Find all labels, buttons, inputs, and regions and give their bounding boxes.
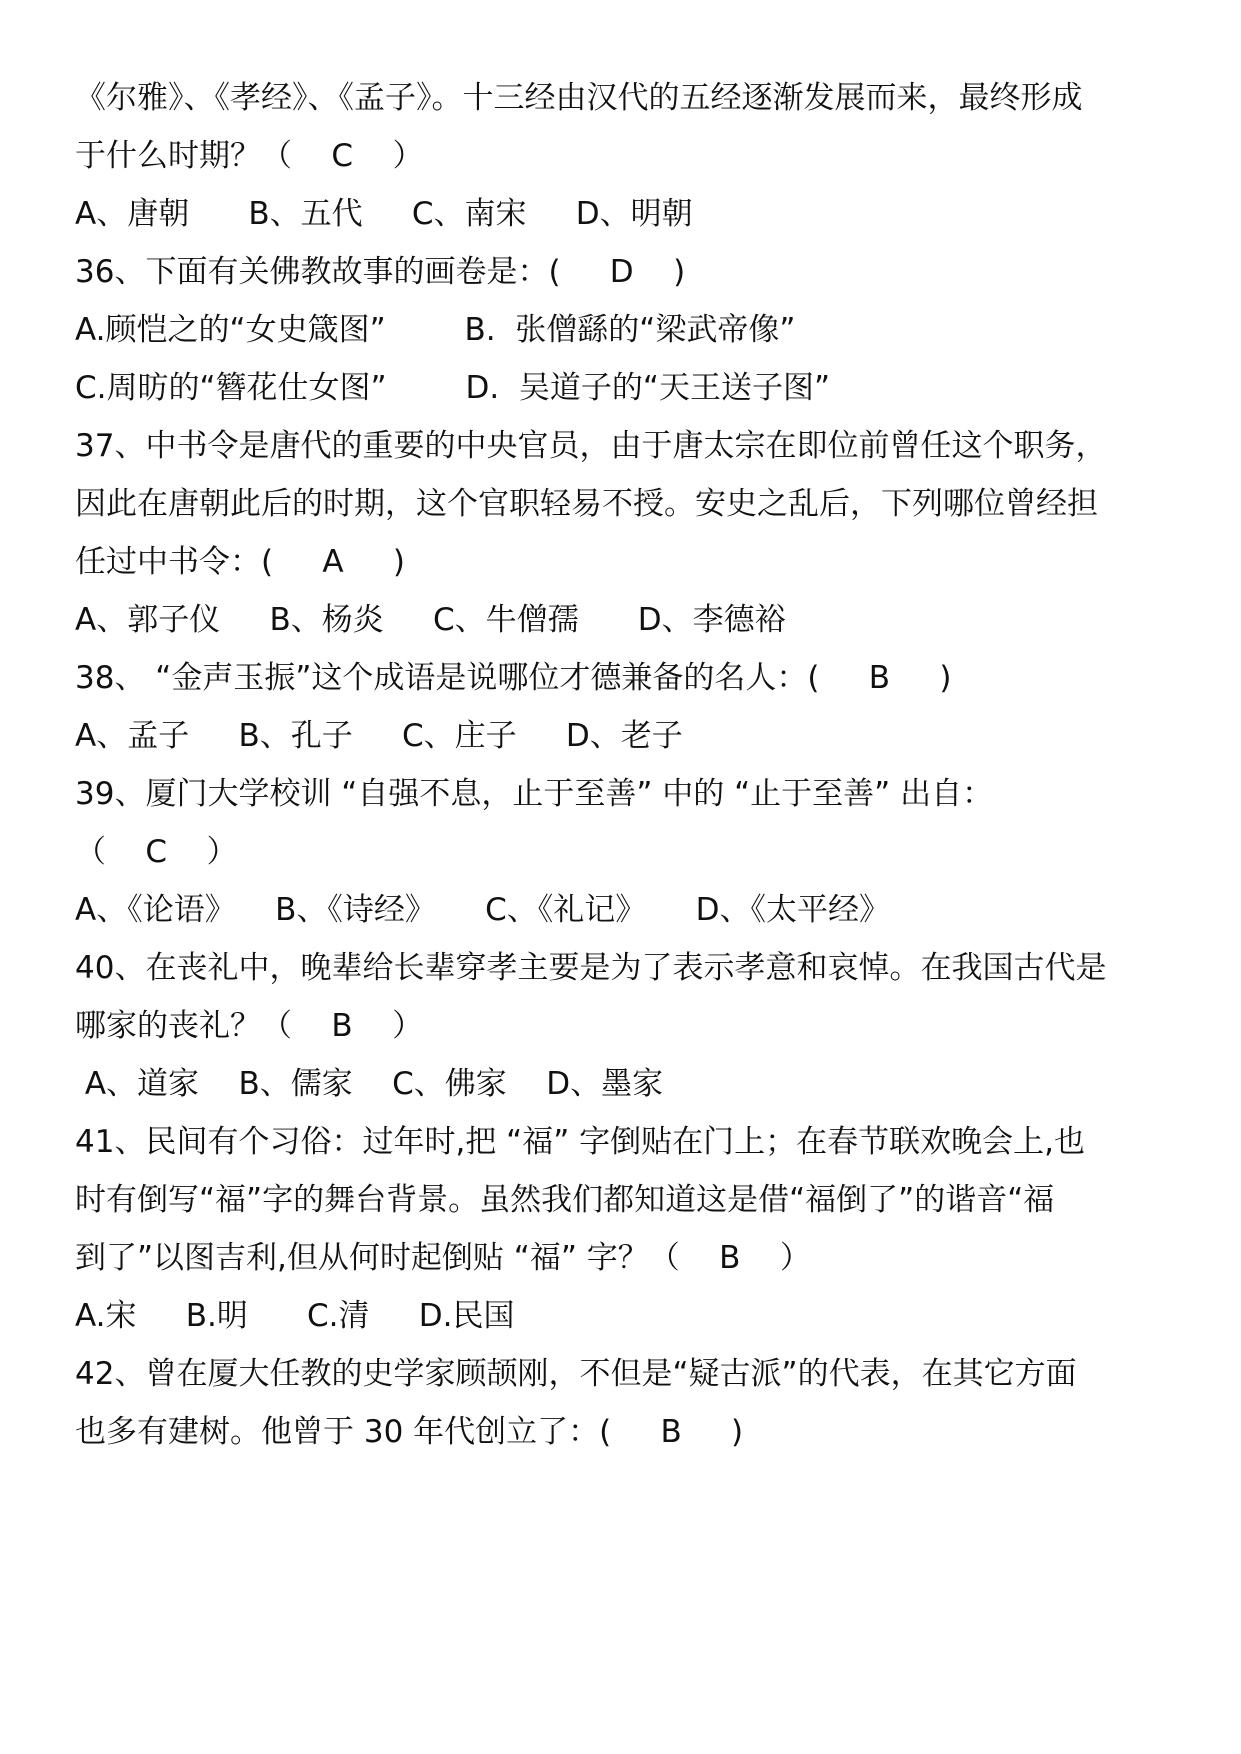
answer-options: C.周昉的“簪花仕女图” D. 吴道子的“天王送子图” bbox=[75, 370, 831, 406]
text-line: （ C ） bbox=[75, 834, 238, 870]
answer-options: A.宋 B.明 C.清 D.民国 bbox=[75, 1298, 515, 1334]
text-line: 于什么时期？（ C ） bbox=[75, 138, 424, 174]
text-line: 《尔雅》、《孝经》、《孟子》。十三经由汉代的五经逐渐发展而来，最终形成 bbox=[75, 80, 1083, 116]
text-line: 因此在唐朝此后的时期，这个官职轻易不授。安史之乱后，下列哪位曾经担 bbox=[75, 486, 1098, 522]
question-42: 42、曾在厦大任教的史学家顾颉刚，不但是“疑古派”的代表，在其它方面 bbox=[75, 1356, 1077, 1392]
answer-options: A、郭子仪 B、杨炎 C、牛僧孺 D、李德裕 bbox=[75, 602, 786, 638]
question-40: 40、在丧礼中，晚辈给长辈穿孝主要是为了表示孝意和哀悼。在我国古代是 bbox=[75, 950, 1107, 986]
question-41: 41、民间有个习俗：过年时,把 “福” 字倒贴在门上；在春节联欢晚会上,也 bbox=[75, 1124, 1085, 1160]
question-39: 39、厦门大学校训 “自强不息，止于至善” 中的 “止于至善” 出自： bbox=[75, 776, 994, 812]
text-line: 也多有建树。他曾于 30 年代创立了：( B ) bbox=[75, 1414, 744, 1450]
answer-options: A、《论语》 B、《诗经》 C、《礼记》 D、《太平经》 bbox=[75, 892, 890, 928]
answer-options: A、唐朝 B、五代 C、南宋 D、明朝 bbox=[75, 196, 693, 232]
text-line: 哪家的丧礼？（ B ） bbox=[75, 1008, 424, 1044]
answer-options: A、道家 B、儒家 C、佛家 D、墨家 bbox=[75, 1066, 664, 1102]
answer-options: A、孟子 B、孔子 C、庄子 D、老子 bbox=[75, 718, 683, 754]
question-36: 36、下面有关佛教故事的画卷是：( D ) bbox=[75, 254, 686, 290]
text-line: 任过中书令：( A ) bbox=[75, 544, 405, 580]
question-38: 38、 “金声玉振”这个成语是说哪位才德兼备的名人：( B ) bbox=[75, 660, 952, 696]
text-line: 到了”以图吉利,但从何时起倒贴 “福” 字？（ B ） bbox=[75, 1240, 811, 1276]
question-37: 37、中书令是唐代的重要的中央官员，由于唐太宗在即位前曾任这个职务， bbox=[75, 428, 1107, 464]
text-line: 时有倒写“福”字的舞台背景。虽然我们都知道这是借“福倒了”的谐音“福 bbox=[75, 1182, 1055, 1218]
answer-options: A.顾恺之的“女史箴图” B. 张僧繇的“梁武帝像” bbox=[75, 312, 796, 348]
